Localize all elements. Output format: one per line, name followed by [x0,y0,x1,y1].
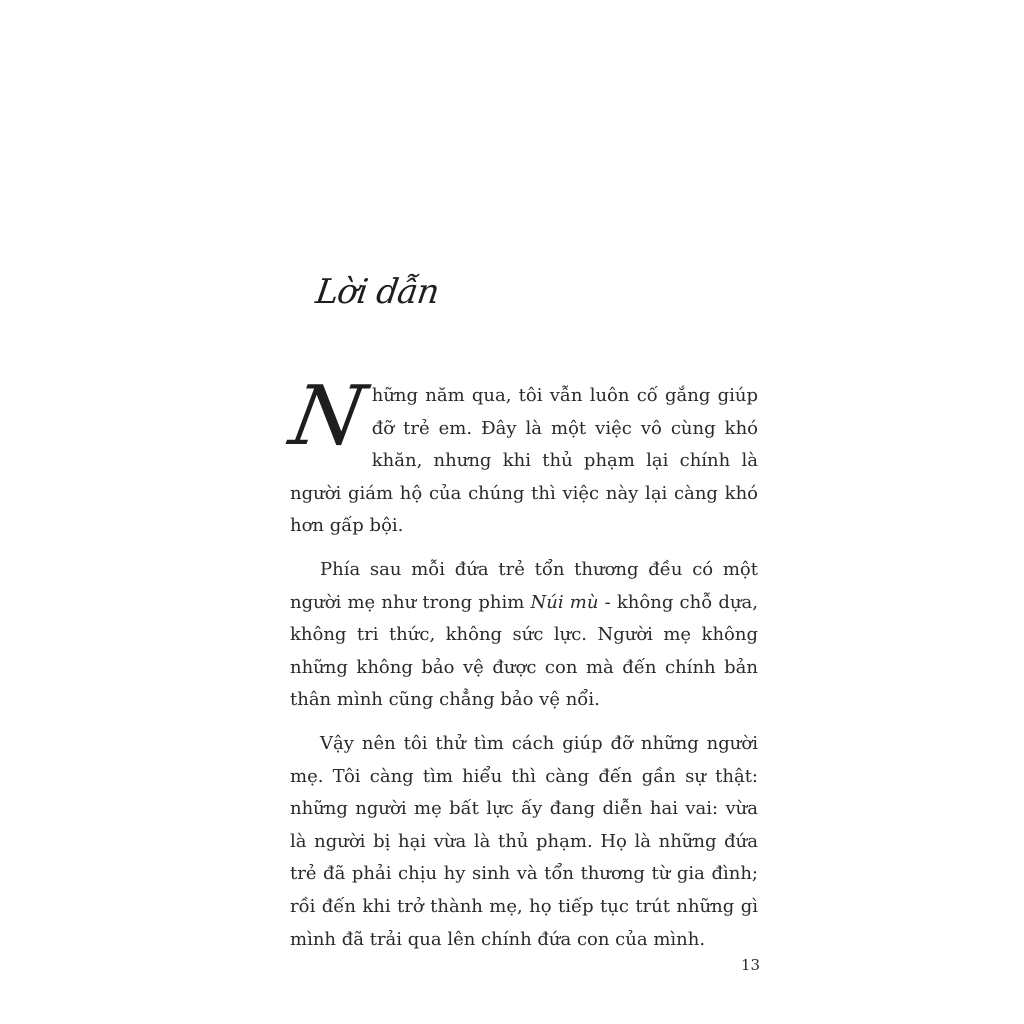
chapter-heading: Lời dẫn [313,272,442,312]
body-text [283,369,758,967]
drop-cap: N [283,369,373,464]
paragraph-1 [283,369,758,543]
film-title: Núi mù [530,591,599,613]
paragraph-1-text: hững năm qua, tôi vẫn luôn cố gắng giúp đỡ trẻ em. Đây là một việc vô cùng khó khăn, nhưng khi thủ phạm lại chính là người giám hộ của chúng thì việc này lại càng khó hơn gấp bội. [290,385,758,537]
paragraph-3 [290,728,758,956]
paragraph-3-text: Vậy nên tôi thử tìm cách giúp đỡ những người mẹ. Tôi càng tìm hiểu thì càng đến gần sự thật: những người mẹ bất lực ấy đang diễn hai vai: vừa là người bị hại vừa là thủ phạm. Họ là những đứa trẻ đã phải chịu hy sinh và tổn thương từ gia đình; rồi đến khi trở thành mẹ, họ tiếp tục trút những gì mình đã trải qua lên chính đứa con của mình. [290,732,758,950]
page-number: 13 [741,956,761,974]
paragraph-2 [290,554,758,717]
paragraph-2-text-before: Phía sau mỗi đứa trẻ tổn thương đều có một người mẹ như trong phim [290,558,758,613]
paragraph-2-text-after: - không chỗ dựa, không tri thức, không sức lực. Người mẹ không những không bảo vệ được con mà đến chính bản thân mình cũng chẳng bảo vệ nổi. [290,591,758,711]
